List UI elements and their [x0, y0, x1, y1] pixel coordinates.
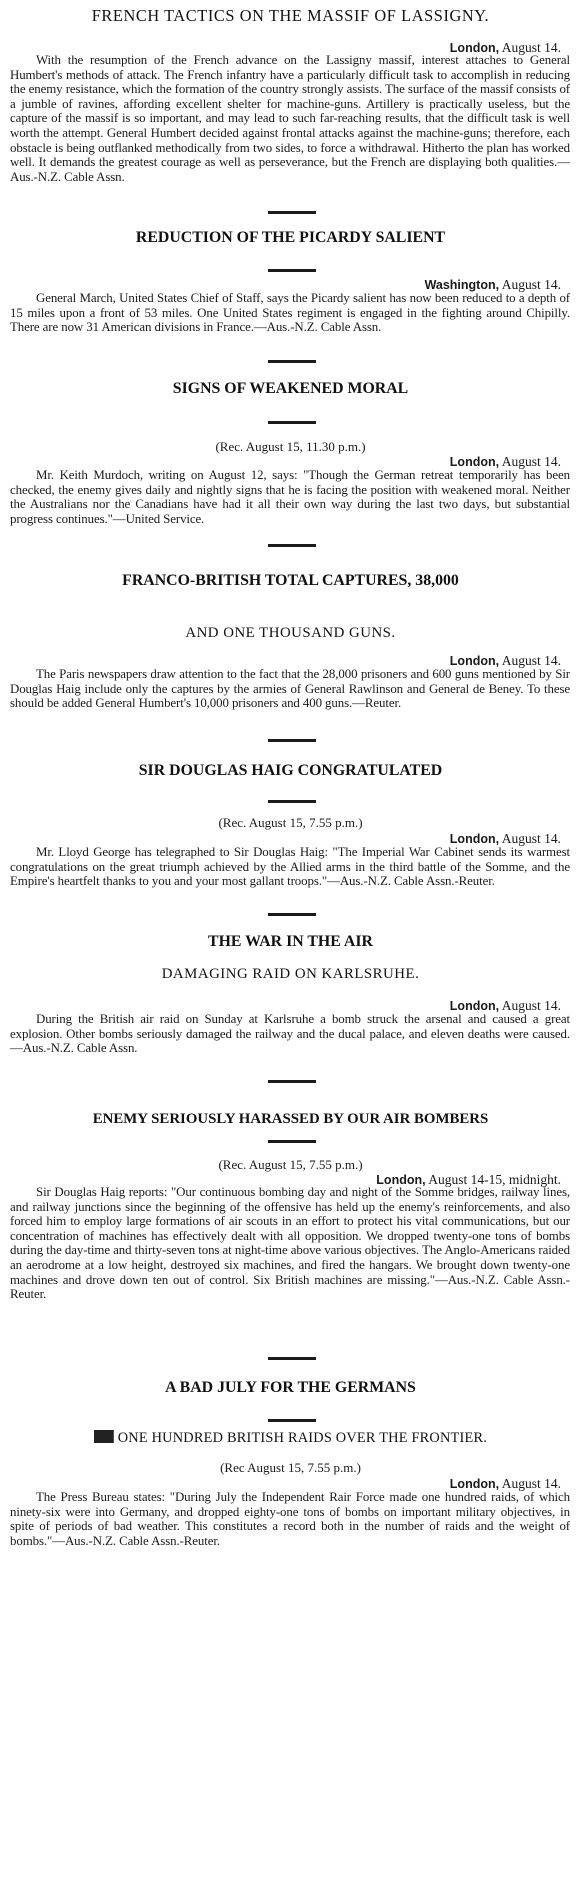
heading-air-bombers: ENEMY SERIOUSLY HARASSED BY OUR AIR BOMBERS — [92, 1111, 489, 1127]
dateline-date: August 14. — [501, 831, 561, 846]
dateline-date: August 14. — [501, 1476, 561, 1491]
dateline-date: August 14-15, midnight. — [428, 1172, 561, 1187]
dateline-place: London, — [449, 654, 500, 668]
article-body: Sir Douglas Haig reports: "Our continuous bombing day and night of the Somme bridges, railway lines, and railway junctions since the beginning of the offensive has held up the enemy's reinforcements, and also forced him to employ large formations of air scouts in an effort to protect his vital communications, but our concentration of machines has effectively dealt with all opposition. We dropped twenty-one tons of bombs during the day-time and thirty-seven tons at night-time above various objectives. The Anglo-Americans raided an aerodrome at a low height, destroyed six machines, and fired the hangars. We brought down twenty-one machines and drove down ten out of control. Six British machines are missing."—Aus.-N.Z. Cable Assn.-Reuter. — [10, 1185, 570, 1302]
received-note: (Rec. August 15, 7.55 p.m.) — [218, 815, 363, 830]
article-body: The Paris newspapers draw attention to the fact that the 28,000 prisoners and 600 guns mentioned by Sir Douglas Haig include only the captures by the armies of General Rawlinson and General de Beney. To these should be added General Humbert's 10,000 prisoners and 400 guns.—Reuter. — [10, 667, 570, 711]
ink-blot — [94, 1430, 114, 1443]
article-body: With the resumption of the French advance on the Lassigny massif, interest attaches to General Humbert's methods of attack. The French infantry have a particularly difficult task to accomplish in reducing the enemy resistance, which the formation of the country strongly assists. The surface of the massif consists of a jumble of ravines, affording excellent shelter for machine-guns. Artillery is practically useless, but the capture of the massif is so important, and may lead to such far-reaching results, that the difficult task is well worth the attempt. General Humbert decided against frontal attacks against the machine-guns; therefore, each obstacle is being outflanked methodically from two sides, to force a withdrawal. Hitherto the plan has worked well. It demands the greatest courage as well as perseverance, but the French are displaying both qualities.—Aus.-N.Z. Cable Assn. — [10, 53, 570, 184]
divider — [268, 1419, 316, 1422]
heading-total-captures: FRANCO-BRITISH TOTAL CAPTURES, 38,000 — [122, 572, 459, 589]
divider — [268, 739, 316, 742]
heading-picardy-salient: REDUCTION OF THE PICARDY SALIENT — [135, 229, 446, 246]
received-note: (Rec August 15, 7.55 p.m.) — [220, 1460, 361, 1475]
subheading-hundred-raids — [3, 1430, 578, 1447]
heading-haig-congratulated: SIR DOUGLAS HAIG CONGRATULATED — [138, 762, 443, 779]
dateline-place: Washington, — [424, 278, 500, 292]
heading-war-in-air: THE WAR IN THE AIR — [208, 933, 373, 950]
divider — [268, 913, 316, 916]
dateline-place: London, — [449, 455, 500, 469]
dateline-date: August 14. — [501, 998, 561, 1013]
article-body: During the British air raid on Sunday at Karlsruhe a bomb struck the arsenal and caused a great explosion. Other bombs seriously damaged the railway and the ducal palace, and eleven deaths were caused.—Aus.-N.Z. Cable Assn. — [10, 1012, 570, 1056]
article-body: General March, United States Chief of Staff, says the Picardy salient has now been reduced to a depth of 15 miles upon a front of 53 miles. One United States regiment is engaged in the fighting around Chipilly. There are now 31 American divisions in France.—Aus.-N.Z. Cable Assn. — [10, 291, 570, 335]
received-note: (Rec. August 15, 11.30 p.m.) — [215, 439, 366, 454]
dateline-place: London, — [449, 832, 500, 846]
subheading-text: ONE HUNDRED BRITISH RAIDS OVER THE FRONTIER. — [117, 1430, 488, 1446]
dateline-date: August 14. — [501, 454, 561, 469]
dateline-place: London, — [449, 41, 500, 55]
divider — [268, 421, 316, 424]
dateline-date: August 14. — [501, 653, 561, 668]
divider — [268, 360, 316, 363]
dateline-place: London, — [449, 999, 500, 1013]
heading-bad-july: A BAD JULY FOR THE GERMANS — [165, 1379, 416, 1396]
divider — [268, 1357, 316, 1360]
divider — [268, 211, 316, 214]
subheading-karlsruhe: DAMAGING RAID ON KARLSRUHE. — [161, 966, 420, 982]
heading-weakened-moral: SIGNS OF WEAKENED MORAL — [172, 380, 409, 397]
divider — [268, 800, 316, 803]
dateline-place: London, — [449, 1477, 500, 1491]
divider — [268, 269, 316, 272]
article-body: Mr. Keith Murdoch, writing on August 12, says: "Though the German retreat temporarily has been checked, the enemy gives daily and nightly signs that he is facing the position with weakened moral. Neither the Australians nor the Canadians have had it all their own way during the last two days, but substantial progress continues."—United Service. — [10, 468, 570, 526]
received-note: (Rec. August 15, 7.55 p.m.) — [218, 1157, 363, 1172]
subheading-thousand-guns: AND ONE THOUSAND GUNS. — [185, 625, 396, 641]
divider — [268, 1140, 316, 1143]
dateline-date: August 14. — [501, 40, 561, 55]
article-body: Mr. Lloyd George has telegraphed to Sir Douglas Haig: "The Imperial War Cabinet sends its warmest congratulations on the great triumph achieved by the Allied arms in the third battle of the Somme, and the Empire's heartfelt thanks to you and your most gallant troops."—Aus.-N.Z. Cable Assn.-Reuter. — [10, 845, 570, 889]
divider — [268, 544, 316, 547]
article-body: The Press Bureau states: "During July the Independent Rair Force made one hundred raids, of which ninety-six were into Germany, and dropped eighty-one tons of bombs on important military objectives, in spite of periods of bad weather. This constitutes a record both in the number of raids and the weight of bombs."—Aus.-N.Z. Cable Assn.-Reuter. — [10, 1490, 570, 1548]
heading-french-tactics: FRENCH TACTICS ON THE MASSIF OF LASSIGNY. — [91, 6, 490, 25]
divider — [268, 1080, 316, 1083]
dateline-place: London, — [376, 1173, 426, 1187]
dateline-date: August 14. — [501, 277, 561, 292]
